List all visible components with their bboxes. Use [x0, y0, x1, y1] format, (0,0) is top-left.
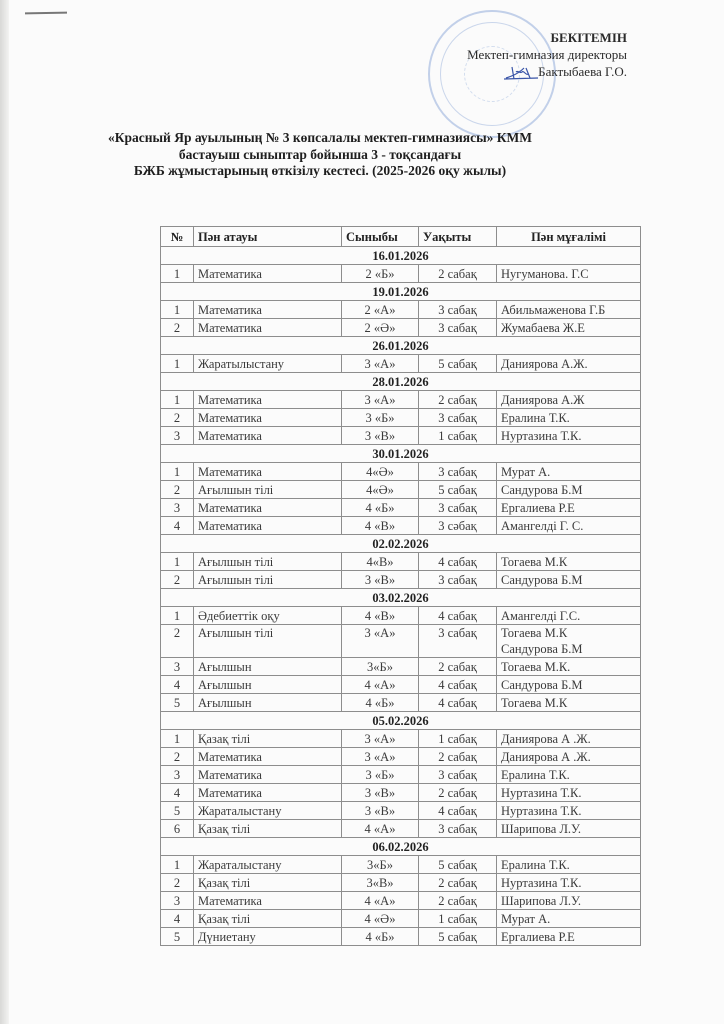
- row-number: 2: [161, 409, 194, 427]
- class-cell: 4 «В»: [342, 607, 419, 625]
- teacher-cell: [497, 625, 641, 658]
- class-cell: 2 «А»: [342, 301, 419, 319]
- row-number: 1: [161, 355, 194, 373]
- row-number: 1: [161, 301, 194, 319]
- subject-cell: Қазақ тілі: [194, 874, 342, 892]
- time-cell: 1 сабақ: [419, 730, 497, 748]
- subject-cell: Математика: [194, 409, 342, 427]
- teacher-cell: Даниярова А.Ж: [497, 391, 641, 409]
- table-row: [161, 409, 641, 427]
- date-label: 19.01.2026: [161, 283, 641, 301]
- date-label: 02.02.2026: [161, 535, 641, 553]
- approval-heading: БЕКІТЕМІН: [550, 30, 627, 45]
- subject-cell: Ағылшын: [194, 694, 342, 712]
- subject-cell: Дүниетану: [194, 928, 342, 946]
- row-number: 1: [161, 391, 194, 409]
- time-cell: 3 сабақ: [419, 409, 497, 427]
- subject-cell: Математика: [194, 427, 342, 445]
- class-cell: 3 «В»: [342, 427, 419, 445]
- teacher-cell: Ералина Т.К.: [497, 409, 641, 427]
- approval-signature-row: [467, 63, 627, 80]
- class-cell: 3 «А»: [342, 748, 419, 766]
- scan-edge-shadow: [0, 0, 9, 1024]
- class-cell: 4 «Б»: [342, 499, 419, 517]
- teacher-cell: Абильмаженова Г.Б: [497, 301, 641, 319]
- subject-cell: Қазақ тілі: [194, 820, 342, 838]
- row-number: 2: [161, 571, 194, 589]
- time-cell: 2 сабақ: [419, 658, 497, 676]
- table-row: [161, 748, 641, 766]
- row-number: 3: [161, 427, 194, 445]
- teacher-cell: Нуртазина Т.К.: [497, 802, 641, 820]
- teacher-cell: Ергалиева Р.Е: [497, 928, 641, 946]
- date-group-row: [161, 337, 641, 355]
- teacher-name-secondary: Сандурова Б.М: [501, 642, 583, 656]
- schedule-body: [161, 247, 641, 946]
- time-cell: 1 сабақ: [419, 910, 497, 928]
- table-row: [161, 517, 641, 535]
- date-group-row: [161, 589, 641, 607]
- title-line-3: БЖБ жұмыстарының өткізілу кестесі. (2025-2026 оқу жылы): [133, 163, 507, 178]
- table-row: [161, 571, 641, 589]
- row-number: 2: [161, 319, 194, 337]
- teacher-cell: Нугуманова. Г.С: [497, 265, 641, 283]
- row-number: 3: [161, 766, 194, 784]
- row-number: 1: [161, 607, 194, 625]
- row-number: 5: [161, 928, 194, 946]
- teacher-cell: Сандурова Б.М: [497, 481, 641, 499]
- time-cell: 3 сабақ: [419, 499, 497, 517]
- row-number: 2: [161, 748, 194, 766]
- teacher-cell: Тогаева М.К: [497, 694, 641, 712]
- row-number: 1: [161, 553, 194, 571]
- class-cell: 3 «В»: [342, 571, 419, 589]
- class-cell: 3 «Б»: [342, 409, 419, 427]
- date-label: 05.02.2026: [161, 712, 641, 730]
- class-cell: 2 «Б»: [342, 265, 419, 283]
- header-number: №: [161, 227, 194, 247]
- document-title: [100, 130, 540, 180]
- time-cell: 4 сабақ: [419, 553, 497, 571]
- teacher-cell: Даниярова А.Ж.: [497, 355, 641, 373]
- table-row: [161, 607, 641, 625]
- table-header-row: [161, 227, 641, 247]
- time-cell: 3 сабақ: [419, 766, 497, 784]
- subject-cell: Математика: [194, 784, 342, 802]
- approval-block: [467, 29, 627, 80]
- teacher-cell: Нуртазина Т.К.: [497, 784, 641, 802]
- teacher-cell: Даниярова А .Ж.: [497, 748, 641, 766]
- date-group-row: [161, 373, 641, 391]
- class-cell: 4«В»: [342, 553, 419, 571]
- row-number: 5: [161, 694, 194, 712]
- subject-cell: Математика: [194, 463, 342, 481]
- row-number: 2: [161, 481, 194, 499]
- class-cell: 3 «А»: [342, 625, 419, 658]
- teacher-cell: Шарипова Л.У.: [497, 820, 641, 838]
- subject-cell: Математика: [194, 319, 342, 337]
- row-number: 4: [161, 784, 194, 802]
- subject-cell: Математика: [194, 391, 342, 409]
- class-cell: 4 «В»: [342, 517, 419, 535]
- table-row: [161, 625, 641, 658]
- class-cell: 4«Ә»: [342, 463, 419, 481]
- subject-cell: Әдебиеттік оқу: [194, 607, 342, 625]
- teacher-cell: Жумабаева Ж.Е: [497, 319, 641, 337]
- teacher-cell: Ералина Т.К.: [497, 856, 641, 874]
- table-row: [161, 802, 641, 820]
- class-cell: 3 «Б»: [342, 766, 419, 784]
- class-cell: 3 «В»: [342, 802, 419, 820]
- date-label: 03.02.2026: [161, 589, 641, 607]
- subject-cell: Математика: [194, 265, 342, 283]
- class-cell: 4«Ә»: [342, 481, 419, 499]
- class-cell: 3 «А»: [342, 355, 419, 373]
- class-cell: 3 «А»: [342, 391, 419, 409]
- header-subject: Пән атауы: [194, 227, 342, 247]
- date-group-row: [161, 838, 641, 856]
- time-cell: 3 сабақ: [419, 625, 497, 658]
- subject-cell: Математика: [194, 301, 342, 319]
- table-row: [161, 391, 641, 409]
- class-cell: 3 «В»: [342, 784, 419, 802]
- table-row: [161, 730, 641, 748]
- table-row: [161, 694, 641, 712]
- subject-cell: Математика: [194, 766, 342, 784]
- teacher-cell: Тогаева М.К.: [497, 658, 641, 676]
- subject-cell: Ағылшын тілі: [194, 481, 342, 499]
- subject-cell: Қазақ тілі: [194, 910, 342, 928]
- time-cell: 5 сабақ: [419, 928, 497, 946]
- table-row: [161, 874, 641, 892]
- table-row: [161, 820, 641, 838]
- time-cell: 4 сабақ: [419, 607, 497, 625]
- time-cell: 3 сабақ: [419, 820, 497, 838]
- table-row: [161, 766, 641, 784]
- subject-cell: Ағылшын: [194, 658, 342, 676]
- time-cell: 2 сабақ: [419, 784, 497, 802]
- date-group-row: [161, 283, 641, 301]
- date-label: 26.01.2026: [161, 337, 641, 355]
- class-cell: 4 «Б»: [342, 694, 419, 712]
- teacher-cell: Нуртазина Т.К.: [497, 874, 641, 892]
- row-number: 3: [161, 499, 194, 517]
- row-number: 6: [161, 820, 194, 838]
- teacher-cell: Сандурова Б.М: [497, 676, 641, 694]
- class-cell: 4 «А»: [342, 892, 419, 910]
- teacher-cell: Амангелді Г. С.: [497, 517, 641, 535]
- header-time: Уақыты: [419, 227, 497, 247]
- title-line-2: бастауыш сыныптар бойынша 3 - тоқсандағы: [178, 146, 462, 162]
- table-row: [161, 928, 641, 946]
- approval-name: Бактыбаева Г.О.: [538, 64, 627, 79]
- row-number: 5: [161, 802, 194, 820]
- subject-cell: Ағылшын тілі: [194, 571, 342, 589]
- time-cell: 5 сабақ: [419, 481, 497, 499]
- class-cell: 3«Б»: [342, 658, 419, 676]
- class-cell: 2 «Ә»: [342, 319, 419, 337]
- table-row: [161, 499, 641, 517]
- table-row: [161, 553, 641, 571]
- teacher-cell: Мурат А.: [497, 463, 641, 481]
- subject-cell: Ағылшын: [194, 676, 342, 694]
- subject-cell: Жараталыстану: [194, 856, 342, 874]
- date-label: 30.01.2026: [161, 445, 641, 463]
- header-teacher: Пән мұғалімі: [497, 227, 641, 247]
- teacher-cell: Шарипова Л.У.: [497, 892, 641, 910]
- table-row: [161, 301, 641, 319]
- table-row: [161, 463, 641, 481]
- date-group-row: [161, 535, 641, 553]
- title-line-1: «Красный Яр ауылының № 3 көпсалалы мектеп-гимназиясы» КММ: [107, 130, 533, 145]
- subject-cell: Математика: [194, 892, 342, 910]
- teacher-cell: Тогаева М.К: [497, 553, 641, 571]
- time-cell: 1 сабақ: [419, 427, 497, 445]
- table-row: [161, 892, 641, 910]
- table-row: [161, 676, 641, 694]
- subject-cell: Математика: [194, 499, 342, 517]
- time-cell: 4 сабақ: [419, 676, 497, 694]
- time-cell: 3 сәбақ: [419, 517, 497, 535]
- row-number: 4: [161, 517, 194, 535]
- time-cell: 3 сабақ: [419, 319, 497, 337]
- table-row: [161, 427, 641, 445]
- table-row: [161, 856, 641, 874]
- table-row: [161, 910, 641, 928]
- table-row: [161, 355, 641, 373]
- class-cell: 4 «Б»: [342, 928, 419, 946]
- teacher-cell: Даниярова А .Ж.: [497, 730, 641, 748]
- approval-position: Мектеп-гимназия директоры: [467, 47, 627, 62]
- row-number: 4: [161, 676, 194, 694]
- subject-cell: Ағылшын тілі: [194, 553, 342, 571]
- teacher-cell: Нуртазина Т.К.: [497, 427, 641, 445]
- row-number: 1: [161, 463, 194, 481]
- time-cell: 3 сабақ: [419, 301, 497, 319]
- class-cell: 4 «А»: [342, 676, 419, 694]
- class-cell: 4 «А»: [342, 820, 419, 838]
- subject-cell: Математика: [194, 517, 342, 535]
- time-cell: 2 сабақ: [419, 265, 497, 283]
- subject-cell: Жараталыстану: [194, 802, 342, 820]
- teacher-name: Тогаева М.К: [501, 626, 568, 640]
- class-cell: 3«Б»: [342, 856, 419, 874]
- row-number: 2: [161, 874, 194, 892]
- date-label: 16.01.2026: [161, 247, 641, 265]
- subject-cell: Қазақ тілі: [194, 730, 342, 748]
- table-row: [161, 265, 641, 283]
- date-label: 06.02.2026: [161, 838, 641, 856]
- table-row: [161, 784, 641, 802]
- teacher-cell: Амангелді Г.С.: [497, 607, 641, 625]
- time-cell: 2 сабақ: [419, 892, 497, 910]
- date-group-row: [161, 712, 641, 730]
- table-row: [161, 658, 641, 676]
- time-cell: 3 сабақ: [419, 463, 497, 481]
- date-group-row: [161, 445, 641, 463]
- signature-icon: [504, 64, 534, 80]
- time-cell: 5 сабақ: [419, 355, 497, 373]
- time-cell: 2 сабақ: [419, 391, 497, 409]
- subject-cell: Ағылшын тілі: [194, 625, 342, 658]
- scan-mark-line: [25, 12, 67, 15]
- row-number: 1: [161, 856, 194, 874]
- row-number: 2: [161, 625, 194, 658]
- time-cell: 2 сабақ: [419, 874, 497, 892]
- row-number: 3: [161, 892, 194, 910]
- teacher-cell: Ералина Т.К.: [497, 766, 641, 784]
- row-number: 4: [161, 910, 194, 928]
- class-cell: 3«В»: [342, 874, 419, 892]
- subject-cell: Математика: [194, 748, 342, 766]
- teacher-cell: Мурат А.: [497, 910, 641, 928]
- time-cell: 4 сабақ: [419, 802, 497, 820]
- row-number: 1: [161, 265, 194, 283]
- time-cell: 2 сабақ: [419, 748, 497, 766]
- subject-cell: Жаратылыстану: [194, 355, 342, 373]
- date-group-row: [161, 247, 641, 265]
- time-cell: 5 сабақ: [419, 856, 497, 874]
- class-cell: 3 «А»: [342, 730, 419, 748]
- row-number: 3: [161, 658, 194, 676]
- time-cell: 4 сабақ: [419, 694, 497, 712]
- table-row: [161, 319, 641, 337]
- teacher-cell: Ергалиева Р.Е: [497, 499, 641, 517]
- header-class: Сыныбы: [342, 227, 419, 247]
- table-row: [161, 481, 641, 499]
- date-label: 28.01.2026: [161, 373, 641, 391]
- teacher-cell: Сандурова Б.М: [497, 571, 641, 589]
- row-number: 1: [161, 730, 194, 748]
- class-cell: 4 «Ә»: [342, 910, 419, 928]
- schedule-table: [160, 226, 641, 946]
- time-cell: 3 сабақ: [419, 571, 497, 589]
